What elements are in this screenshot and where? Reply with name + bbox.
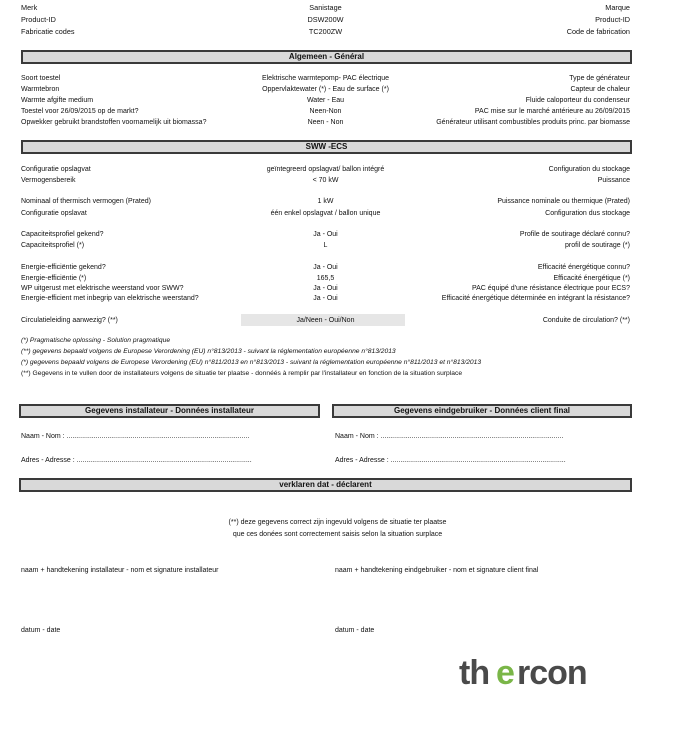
section-client-title: Gegevens eindgebruiker - Données client final xyxy=(332,404,632,418)
circulation-label-nl: Circulatieleiding aanwezig? (**) xyxy=(21,317,118,324)
sww-label-fr: Puissance nominale ou thermique (Prated) xyxy=(497,198,630,205)
general-row xyxy=(21,74,630,85)
section-installer-title: Gegevens installateur - Données installateur xyxy=(19,404,320,418)
sww-label-nl: Energie-efficiëntie (*) xyxy=(21,275,87,282)
product-id-label-fr: Product-ID xyxy=(595,15,630,24)
sww-label-nl: Vermogensbereik xyxy=(21,177,76,184)
installer-date-label: datum - date xyxy=(21,627,61,634)
sww-label-nl: Capaciteitsprofiel gekend? xyxy=(21,231,104,238)
section-general-title: Algemeen - Général xyxy=(21,50,632,64)
sww-label-fr: Profile de soutirage déclaré connu? xyxy=(519,231,630,238)
sww-label-nl: Nominaal of thermisch vermogen (Prated) xyxy=(21,198,151,205)
installer-name-field[interactable]: Naam - Nom : .............................................................................................. xyxy=(21,433,250,440)
client-name-field[interactable]: Naam - Nom : .............................................................................................. xyxy=(335,433,564,440)
installer-address-field[interactable]: Adres - Adresse : .......................................................................................... xyxy=(21,457,252,464)
general-label-nl: Soort toestel xyxy=(21,75,61,82)
client-address-field[interactable]: Adres - Adresse : .......................................................................................... xyxy=(335,457,566,464)
sww-row xyxy=(21,263,630,274)
general-label-nl: Opwekker gebruikt brandstoffen voornamelijk uit biomassa? xyxy=(21,119,207,126)
client-date-label: datum - date xyxy=(335,627,375,634)
circulation-row xyxy=(21,316,630,327)
sww-value: één enkel opslagvat / ballon unique xyxy=(270,210,381,217)
sww-row xyxy=(21,294,630,305)
sww-label-nl: WP uitgerust met elektrische weerstand voor SWW? xyxy=(21,285,184,292)
product-id-value: DSW200W xyxy=(307,15,344,24)
fabrication-code-label-nl: Fabricatie codes xyxy=(21,27,75,36)
brand-value: Sanistage xyxy=(309,3,342,12)
general-label-nl: Warmtebron xyxy=(21,86,60,93)
product-id-row xyxy=(21,15,630,26)
sww-label-nl: Energie-efficient met inbegrip van elektrische weerstand? xyxy=(21,295,199,302)
general-label-fr: Fluide caloporteur du condenseur xyxy=(525,97,630,104)
brand-row xyxy=(21,3,630,14)
general-label-fr: Type de générateur xyxy=(569,75,630,82)
general-label-fr: Générateur utilisant combustibles produits princ. par biomasse xyxy=(436,119,630,126)
sww-label-fr: profil de soutirage (*) xyxy=(565,242,630,249)
sww-label-nl: Capaciteitsprofiel (*) xyxy=(21,242,85,249)
general-label-nl: Warmte afgifte medium xyxy=(21,97,94,104)
declare-line-nl: (**) deze gegevens correct zijn ingevuld volgens de situatie ter plaatse xyxy=(228,519,447,526)
sww-value: Ja - Oui xyxy=(313,295,338,302)
client-signature-label: naam + handtekening eindgebruiker - nom et signature client final xyxy=(335,567,539,574)
product-id-label-nl: Product-ID xyxy=(21,15,56,24)
general-row xyxy=(21,85,630,96)
thercon-logo-mark xyxy=(459,653,609,693)
general-value: Oppervlaktewater (*) - Eau de surface (*) xyxy=(262,86,389,93)
sww-value: Ja - Oui xyxy=(313,264,338,271)
general-row xyxy=(21,107,630,118)
sww-label-fr: Efficacité énergétique (*) xyxy=(553,275,630,282)
sww-label-fr: Puissance xyxy=(597,177,630,184)
sww-label-fr: Configuration dus stockage xyxy=(545,210,630,217)
sww-value: Ja - Oui xyxy=(313,231,338,238)
sww-row xyxy=(21,197,630,208)
thercon-logo xyxy=(459,653,609,693)
general-value: Neen - Non xyxy=(307,119,344,126)
sww-value: < 70 kW xyxy=(312,177,339,184)
sww-row xyxy=(21,165,630,176)
logo-letters-rcon: rcon xyxy=(517,654,587,692)
note-pragmatic: (*) Pragmatische oplossing - Solution pragmatique xyxy=(21,337,171,344)
note-regulation-811-813: (*) gegevens bepaald volgens de Europese Verordening (EU) n°811/2013 en n°813/2013 - suivant la réglementation européenne n°811/2013 et n°813/2013 xyxy=(21,359,482,366)
fabrication-code-row xyxy=(21,27,630,38)
circulation-label-fr: Conduite de circulation? (**) xyxy=(542,317,630,324)
general-value: Neen-Non xyxy=(309,108,342,115)
section-sww-title: SWW -ECS xyxy=(21,140,632,154)
logo-letters-th: th xyxy=(459,654,490,692)
general-label-fr: Capteur de chaleur xyxy=(570,86,630,93)
brand-label-nl: Merk xyxy=(21,3,38,12)
sww-label-fr: Efficacité énergétique connu? xyxy=(537,264,630,271)
sww-value: 165,5 xyxy=(316,275,335,282)
sww-row xyxy=(21,176,630,187)
sww-row xyxy=(21,230,630,241)
sww-label-fr: PAC équipé d'une résistance électrique pour ECS? xyxy=(471,285,630,292)
sww-value: Ja - Oui xyxy=(313,285,338,292)
sww-label-nl: Configuratie opslagvat xyxy=(21,166,91,173)
general-value: Elektrische warmtepomp- PAC électrique xyxy=(261,75,390,82)
sww-value: L xyxy=(323,242,328,249)
circulation-value: Ja/Neen - Oui/Non xyxy=(296,317,355,324)
sww-value: geïntegreerd opslagvat/ ballon intégré xyxy=(266,166,385,173)
general-label-nl: Toestel voor 26/09/2015 op de markt? xyxy=(21,108,139,115)
sww-label-fr: Efficacité énergétique déterminée en intégrant la résistance? xyxy=(441,295,630,302)
general-label-fr: PAC mise sur le marché antérieure au 26/09/2015 xyxy=(474,108,630,115)
sww-row xyxy=(21,209,630,220)
installer-signature-label: naam + handtekening installateur - nom et signature installateur xyxy=(21,567,219,574)
sww-value: 1 kW xyxy=(317,198,334,205)
fabrication-code-label-fr: Code de fabrication xyxy=(566,27,630,36)
sww-row xyxy=(21,241,630,252)
fabrication-code-value: TC200ZW xyxy=(308,27,343,36)
sww-label-nl: Configuratie opslavat xyxy=(21,210,87,217)
sww-label-nl: Energie-efficiëntie gekend? xyxy=(21,264,106,271)
general-row xyxy=(21,96,630,107)
note-installer-fill: (**) Gegevens in te vullen door de installateurs volgens de situatie ter plaatse - donnéés à remplir par l'installateur en fonction de la situation surplace xyxy=(21,370,463,377)
section-declare-title: verklaren dat - déclarent xyxy=(19,478,632,492)
brand-label-fr: Marque xyxy=(605,3,630,12)
note-regulation-813: (**) gegevens bepaald volgens de Europese Verordening (EU) n°813/2013 - suivant la réglementation européenne n°813/2013 xyxy=(21,348,396,355)
general-value: Water - Eau xyxy=(306,97,345,104)
declare-line-fr: que ces donées sont correctement saisis selon la situation surplace xyxy=(232,531,443,538)
sww-label-fr: Configuration du stockage xyxy=(548,166,630,173)
logo-letter-e: e xyxy=(496,654,514,692)
general-row xyxy=(21,118,630,129)
